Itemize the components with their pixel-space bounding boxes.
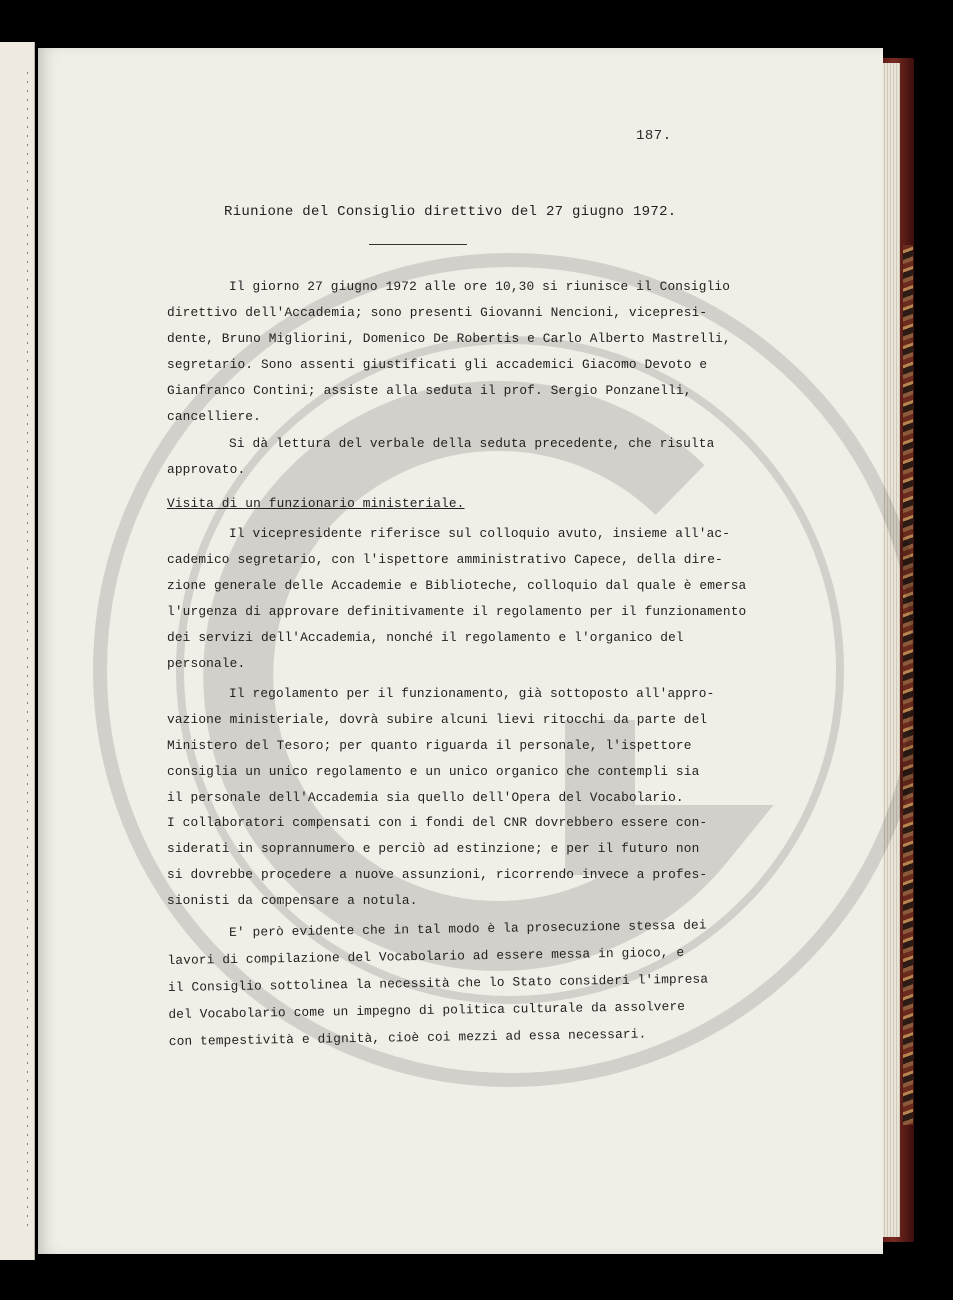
text-line: personale. (167, 656, 246, 671)
text-line: il personale dell'Accademia sia quello dell'Opera del Vocabolario. (167, 790, 684, 805)
text-line: si dovrebbe procedere a nuove assunzioni, ricorrendo invece a profes- (167, 867, 708, 882)
text-line: zione generale delle Accademie e Biblioteche, colloquio dal quale è emersa (167, 578, 747, 593)
page-number: 187. (636, 128, 672, 144)
document-title: Riunione del Consiglio direttivo del 27 giugno 1972. (224, 204, 677, 220)
text-line: sionisti da compensare a notula. (167, 893, 418, 908)
text-line: dente, Bruno Migliorini, Domenico De Robertis e Carlo Alberto Mastrelli, (167, 331, 731, 346)
marbled-endpaper (903, 245, 913, 1125)
text-line: Il vicepresidente riferisce sul colloquio avuto, insieme all'ac- (229, 526, 731, 541)
text-line: siderati in soprannumero e perciò ad estinzione; e per il futuro non (167, 841, 700, 856)
text-line: direttivo dell'Accademia; sono presenti Giovanni Nencioni, vicepresi- (167, 305, 708, 320)
text-line: cancelliere. (167, 409, 261, 424)
text-line: dei servizi dell'Accademia, nonché il regolamento e l'organico del (167, 630, 684, 645)
text-line: Il regolamento per il funzionamento, già sottoposto all'appro- (229, 686, 715, 701)
text-line: cademico segretario, con l'ispettore amministrativo Capece, della dire- (167, 552, 723, 567)
left-page-perforation (27, 72, 28, 1230)
text-line: consiglia un unico regolamento e un unico organico che contempli sia (167, 764, 700, 779)
text-line: il Consiglio sottolinea la necessità che lo Stato consideri l'impresa (167, 971, 709, 995)
text-line: Si dà lettura del verbale della seduta precedente, che risulta (229, 436, 715, 451)
text-line: lavori di compilazione del Vocabolario ad essere messa in gioco, e (167, 944, 685, 968)
text-line: vazione ministeriale, dovrà subire alcuni lievi ritocchi da parte del (167, 712, 708, 727)
title-divider (369, 244, 467, 245)
text-line: approvato. (167, 462, 246, 477)
section-heading: Visita di un funzionario ministeriale. (167, 496, 465, 511)
text-line: con tempestività e dignità, cioè coi mezzi ad essa necessari. (168, 1026, 647, 1049)
document-page (38, 48, 883, 1254)
text-line: segretario. Sono assenti giustificati gli accademici Giacomo Devoto e (167, 357, 708, 372)
text-line: del Vocabolario come un impegno di politica culturale da assolvere (168, 998, 686, 1022)
text-line: Gianfranco Contini; assiste alla seduta il prof. Sergio Ponzanelli, (167, 383, 692, 398)
text-line: I collaboratori compensati con i fondi del CNR dovrebbero essere con- (167, 815, 708, 830)
text-line: E' però evidente che in tal modo è la prosecuzione stessa dei (228, 917, 707, 941)
text-line: Ministero del Tesoro; per quanto riguarda il personale, l'ispettore (167, 738, 692, 753)
text-line: l'urgenza di approvare definitivamente il regolamento per il funzionamento (167, 604, 747, 619)
text-line: Il giorno 27 giugno 1972 alle ore 10,30 si riunisce il Consiglio (229, 279, 731, 294)
left-page-edge (0, 42, 35, 1260)
